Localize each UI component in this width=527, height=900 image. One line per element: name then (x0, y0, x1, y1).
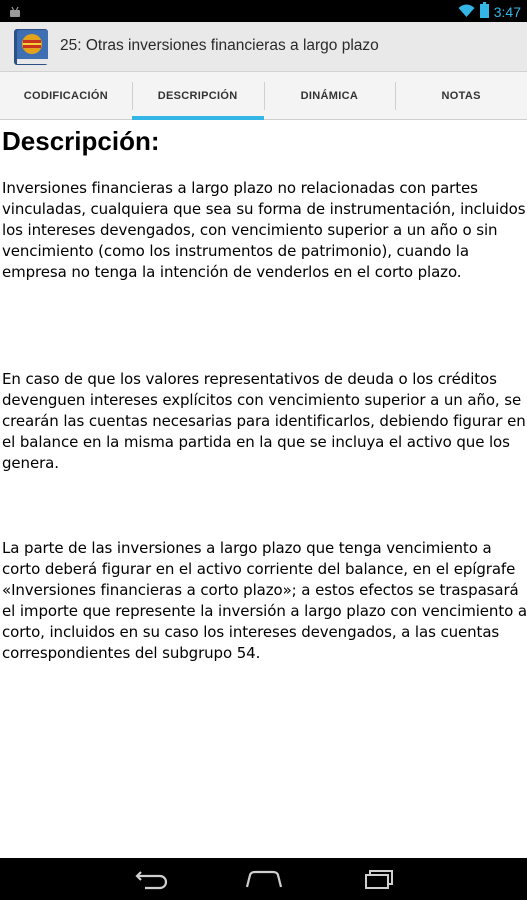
android-notification-icon (8, 4, 22, 23)
tab-bar (0, 72, 527, 120)
paragraph-3: La parte de las inversiones a largo plazo que tenga vencimiento a corto deberá figurar en el activo corriente del balance, en el epígrafe «Inversiones financieras a corto plazo»; a estos efectos se traspasará el importe que represente la inversión a largo plazo con vencimiento a corto, incluidos en su caso los intereses devengados, a las cuentas correspondientes del subgrupo 54. (2, 539, 527, 662)
wifi-icon (458, 3, 475, 22)
paragraph-2: En caso de que los valores representativos de deuda o los créditos devenguen intereses explícitos con vencimiento superior a un año, se crearán las cuentas necesarias para identificarlos, debiendo figurar en el balance en la misma partida en la que se incluya el activo que los genera. (2, 370, 526, 472)
battery-icon (480, 2, 489, 22)
tab-descripcion[interactable] (132, 72, 264, 119)
tab-label: NOTAS (441, 89, 481, 102)
tab-label: CODIFICACIÓN (23, 89, 108, 102)
back-icon[interactable] (133, 866, 173, 892)
status-bar (0, 0, 527, 22)
action-bar (0, 22, 527, 72)
tab-dinamica[interactable] (264, 72, 396, 119)
tab-notas[interactable] (395, 72, 527, 119)
content-area[interactable] (0, 120, 527, 858)
recent-apps-icon[interactable] (357, 866, 397, 892)
book-icon[interactable] (12, 27, 52, 67)
status-time: 3:47 (493, 4, 521, 20)
page-title: 25: Otras inversiones financieras a largo plazo (60, 37, 379, 54)
tab-codificacion[interactable] (0, 72, 132, 119)
navigation-bar (0, 858, 527, 900)
section-heading: Descripción: (2, 126, 160, 156)
paragraph-1: Inversiones financieras a largo plazo no relacionadas con partes vinculadas, cualquiera que sea su forma de instrumentación, incluidos los intereses devengados, con vencimiento superior a un año o sin vencimiento (como los instrumentos de patrimonio), cuando la empresa no tenga la intención de venderlos en el corto plazo. (2, 179, 526, 281)
tab-label: DINÁMICA (300, 89, 359, 102)
tab-label: DESCRIPCIÓN (157, 89, 238, 102)
home-icon[interactable] (244, 866, 284, 892)
